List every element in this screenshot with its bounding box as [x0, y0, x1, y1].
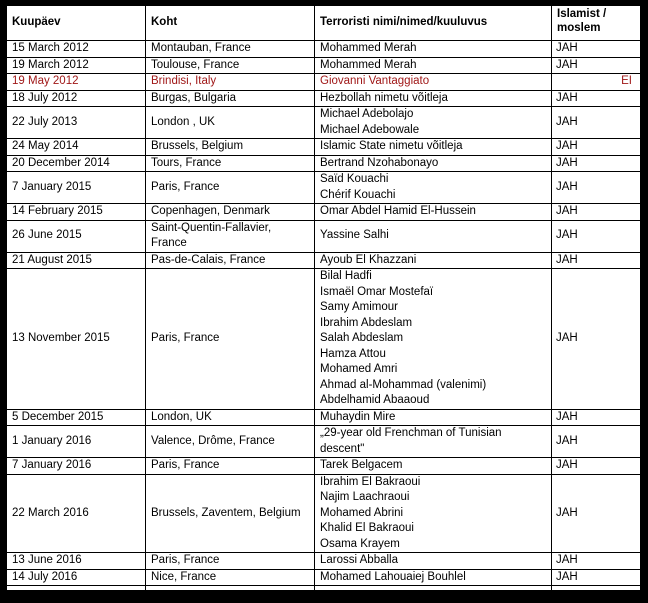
table-row [7, 269, 641, 410]
table-row [7, 74, 641, 91]
terrorist-name: Bertrand Nzohabonayo [320, 156, 439, 169]
terrorist-name: Bilal Hadfi [320, 270, 372, 282]
terrorist-name: „29-year old Frenchman of Tunisian descent" [320, 427, 502, 455]
terrorist-name: Osama Krayem [320, 537, 400, 550]
terrorist-name: Salah Abdeslam [320, 332, 404, 344]
terrorist-name: Tarek Belgacem [320, 459, 403, 471]
terrorist-name: Ibrahim El Bakraoui [320, 475, 421, 488]
table-row [7, 139, 641, 156]
cell-place: London, UK [146, 409, 315, 426]
table-row [7, 474, 641, 553]
cell-place: Brussels, Zaventem, Belgium [146, 474, 315, 553]
cell-islamist: JAH [552, 458, 641, 475]
cell-place: Paris, France [146, 553, 315, 570]
cell-names [315, 90, 552, 107]
cell-islamist: JAH [552, 139, 641, 156]
empty-cell [315, 586, 552, 603]
cell-islamist: JAH [552, 155, 641, 172]
terrorist-name: Mohamed Lahouaiej Bouhlel [320, 570, 466, 583]
terrorist-name: Mohamed Abrini [320, 506, 404, 519]
header-place: Koht [146, 6, 315, 41]
cell-place: Paris, France [146, 458, 315, 475]
terrorist-name: Mohammed Merah [320, 42, 417, 54]
cell-date: 15 March 2012 [7, 41, 146, 58]
cell-place: Valence, Drôme, France [146, 426, 315, 458]
attacks-table [6, 5, 641, 603]
table-row [7, 426, 641, 458]
empty-cell [552, 586, 641, 603]
table-row [7, 569, 641, 586]
terrorist-name: Mohammed Merah [320, 58, 417, 71]
terrorist-name: Giovanni Vantaggiato [320, 75, 430, 87]
cell-names [315, 426, 552, 458]
header-row [7, 6, 641, 41]
terrorist-name: Michael Adebowale [320, 123, 420, 136]
cell-names [315, 458, 552, 475]
header-date: Kuupäev [7, 6, 146, 41]
terrorist-name: Ismaël Omar Mostefaï [320, 285, 434, 298]
terrorist-name: Hezbollah nimetu võitleja [320, 91, 448, 104]
cell-date: 22 March 2016 [7, 474, 146, 553]
cell-names [315, 269, 552, 410]
table-row [7, 553, 641, 570]
cell-islamist: JAH [552, 426, 641, 458]
terrorist-name: Michael Adebolajo [320, 108, 414, 120]
cell-date: 24 May 2014 [7, 139, 146, 156]
terrorist-name: Samy Amimour [320, 301, 398, 313]
cell-place: Pas-de-Calais, France [146, 252, 315, 269]
cell-islamist: JAH [552, 553, 641, 570]
cell-date: 18 July 2012 [7, 90, 146, 107]
empty-row [7, 586, 641, 603]
table-body [7, 41, 641, 603]
cell-date: 7 January 2015 [7, 172, 146, 204]
table-row [7, 204, 641, 221]
cell-date: 14 February 2015 [7, 204, 146, 221]
cell-place: London , UK [146, 107, 315, 139]
terrorist-name: Saïd Kouachi [320, 173, 389, 185]
cell-islamist: JAH [552, 409, 641, 426]
terrorist-name: Ibrahim Abdeslam [320, 316, 413, 329]
cell-names [315, 474, 552, 553]
terrorist-name: Khalid El Bakraoui [320, 522, 414, 534]
cell-date: 1 January 2016 [7, 426, 146, 458]
cell-place: Paris, France [146, 172, 315, 204]
cell-date: 21 August 2015 [7, 252, 146, 269]
cell-date: 7 January 2016 [7, 458, 146, 475]
terrorist-name: Ahmad al-Mohammad (valenimi) [320, 378, 487, 391]
cell-date: 19 May 2012 [7, 74, 146, 91]
terrorist-name: Omar Abdel Hamid El-Hussein [320, 205, 476, 217]
cell-place: Burgas, Bulgaria [146, 90, 315, 107]
header-name: Terroristi nimi/nimed/kuuluvus [315, 6, 552, 41]
terrorist-name: Yassine Salhi [320, 229, 389, 242]
terrorist-name: Mohamed Amri [320, 363, 398, 375]
cell-date: 13 June 2016 [7, 553, 146, 570]
cell-place: Brussels, Belgium [146, 139, 315, 156]
cell-names [315, 107, 552, 139]
terrorist-name: Muhaydin Mire [320, 410, 396, 423]
cell-date: 5 December 2015 [7, 409, 146, 426]
cell-islamist: JAH [552, 107, 641, 139]
cell-names [315, 220, 552, 252]
header-islamist: Islamist / moslem [552, 6, 641, 41]
table-row [7, 220, 641, 252]
cell-place: Paris, France [146, 269, 315, 410]
cell-names [315, 74, 552, 91]
cell-date: 22 July 2013 [7, 107, 146, 139]
cell-place: Nice, France [146, 569, 315, 586]
cell-islamist: JAH [552, 569, 641, 586]
table-row [7, 90, 641, 107]
table-row [7, 57, 641, 74]
cell-islamist: JAH [552, 204, 641, 221]
document-page [6, 5, 640, 590]
cell-islamist: JAH [552, 41, 641, 58]
cell-date: 20 December 2014 [7, 155, 146, 172]
cell-names [315, 41, 552, 58]
cell-place: Copenhagen, Denmark [146, 204, 315, 221]
cell-date: 26 June 2015 [7, 220, 146, 252]
terrorist-name: Chérif Kouachi [320, 188, 396, 201]
terrorist-name: Abdelhamid Abaaoud [320, 394, 430, 406]
cell-names [315, 553, 552, 570]
cell-names [315, 139, 552, 156]
cell-islamist: JAH [552, 90, 641, 107]
cell-place: Montauban, France [146, 41, 315, 58]
cell-date: 19 March 2012 [7, 57, 146, 74]
cell-place: Saint-Quentin-Fallavier, France [146, 220, 315, 252]
cell-islamist: JAH [552, 57, 641, 74]
terrorist-name: Najim Laachraoui [320, 491, 410, 503]
cell-islamist: JAH [552, 220, 641, 252]
terrorist-name: Ayoub El Khazzani [320, 253, 417, 266]
cell-names [315, 409, 552, 426]
table-row [7, 155, 641, 172]
table-row [7, 172, 641, 204]
cell-names [315, 155, 552, 172]
cell-names [315, 569, 552, 586]
cell-islamist: JAH [552, 474, 641, 553]
cell-islamist: JAH [552, 172, 641, 204]
table-row [7, 252, 641, 269]
empty-cell [146, 586, 315, 603]
terrorist-name: Larossi Abballa [320, 554, 398, 566]
cell-place: Tours, France [146, 155, 315, 172]
cell-place: Toulouse, France [146, 57, 315, 74]
cell-place: Brindisi, Italy [146, 74, 315, 91]
terrorist-name: Islamic State nimetu võitleja [320, 140, 463, 152]
cell-names [315, 204, 552, 221]
terrorist-name: Hamza Attou [320, 347, 386, 360]
cell-date: 13 November 2015 [7, 269, 146, 410]
table-row [7, 409, 641, 426]
cell-islamist: JAH [552, 252, 641, 269]
table-row [7, 458, 641, 475]
cell-islamist: EI [552, 74, 641, 91]
cell-names [315, 172, 552, 204]
table-row [7, 107, 641, 139]
cell-date: 14 July 2016 [7, 569, 146, 586]
cell-names [315, 252, 552, 269]
empty-cell [7, 586, 146, 603]
table-row [7, 41, 641, 58]
cell-islamist: JAH [552, 269, 641, 410]
cell-names [315, 57, 552, 74]
